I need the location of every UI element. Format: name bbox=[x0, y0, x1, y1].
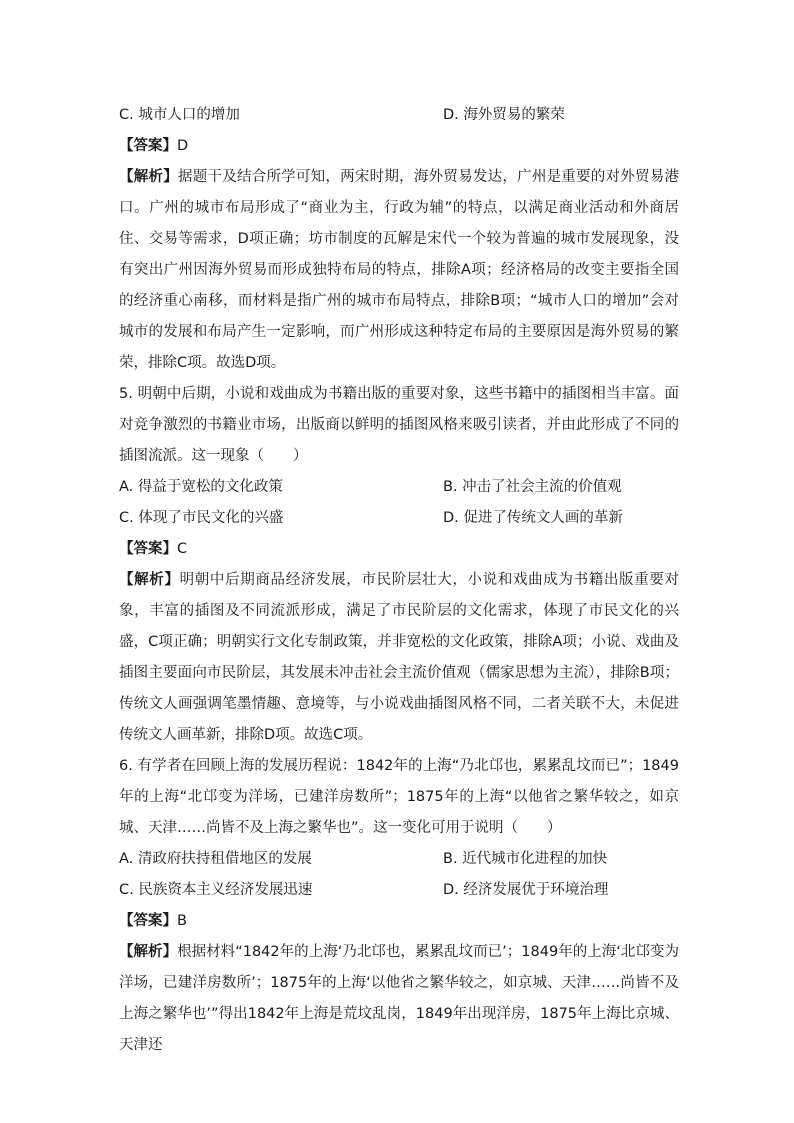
q5-option-b: B. 冲击了社会主流的价值观 bbox=[443, 479, 622, 495]
analysis-tag: 【解析】 bbox=[119, 572, 180, 588]
document-content bbox=[119, 100, 679, 1061]
q5-option-a: A. 得益于宽松的文化政策 bbox=[119, 479, 283, 495]
analysis-text: 明朝中后期商品经济发展，市民阶层壮大，小说和戏曲成为书籍出版重要对象，丰富的插图及不同流派形成，满足了市民阶层的文化需求，体现了市民文化的兴盛，C项正确；明朝实行文化专制政策，并非宽松的文化政策，排除A项；小说、戏曲及插图主要面向市民阶层，其发展未冲击社会主流价值观（儒家思想为主流），排除B项；传统文人画强调笔墨情趣、意境等，与小说戏曲插图风格不同，二者关联不大，未促进传统文人画革新，排除D项。故选C项。 bbox=[119, 572, 680, 743]
answer-tag: 【答案】 bbox=[119, 541, 177, 557]
analysis-text: 据题干及结合所学可知，两宋时期，海外贸易发达，广州是重要的对外贸易港口。广州的城市布局形成了“商业为主，行政为辅”的特点，以满足商业活动和外商居住、交易等需求，D项正确；坊市制度的瓦解是宋代一个较为普遍的城市发展现象，没有突出广州因海外贸易而形成独特布局的特点，排除A项；经济格局的改变主要指全国的经济重心南移，而材料是指广州的城市布局特点，排除B项；“城市人口的增加”会对城市的发展和布局产生一定影响，而广州形成这种特定布局的主要原因是海外贸易的繁荣，排除C项。故选D项。 bbox=[119, 169, 680, 371]
answer-tag: 【答案】 bbox=[119, 913, 177, 929]
q6-option-a: A. 清政府扶持租借地区的发展 bbox=[119, 851, 312, 867]
q5-options-row-cd bbox=[119, 503, 679, 534]
answer-value: B bbox=[177, 913, 187, 929]
q4-option-c: C. 城市人口的增加 bbox=[119, 107, 240, 123]
q6-options-row-ab bbox=[119, 844, 679, 875]
q5-stem: 5. 明朝中后期，小说和戏曲成为书籍出版的重要对象，这些书籍中的插图相当丰富。面对竞争激烈的书籍业市场，出版商以鲜明的插图风格来吸引读者，并由此形成了不同的插图流派。这一现象（ ） bbox=[119, 386, 679, 464]
q6-options-row-cd bbox=[119, 875, 679, 906]
q6-option-b: B. 近代城市化进程的加快 bbox=[443, 851, 608, 867]
q4-answer bbox=[119, 131, 679, 162]
q5-analysis bbox=[119, 565, 679, 751]
q5-options-row-ab bbox=[119, 472, 679, 503]
answer-tag: 【答案】 bbox=[119, 138, 177, 154]
q4-option-d: D. 海外贸易的繁荣 bbox=[443, 107, 565, 123]
analysis-tag: 【解析】 bbox=[119, 169, 178, 185]
q6-analysis bbox=[119, 937, 679, 1061]
q5-answer bbox=[119, 534, 679, 565]
analysis-text: 根据材料“1842年的上海‘乃北邙也，累累乱坟而已’；1849年的上海‘北邙变为洋场，已建洋房数所’；1875年的上海‘以他省之繁华较之，如京城、天津……尚皆不及上海之繁华也’”得出1842年上海是荒坟乱岗，1849年出现洋房，1875年上海比京城、天津还 bbox=[119, 944, 680, 1053]
analysis-tag: 【解析】 bbox=[119, 944, 178, 960]
answer-value: C bbox=[177, 541, 188, 557]
q5-option-d: D. 促进了传统文人画的革新 bbox=[443, 510, 623, 526]
answer-value: D bbox=[177, 138, 189, 154]
q5-option-c: C. 体现了市民文化的兴盛 bbox=[119, 510, 284, 526]
q6-answer bbox=[119, 906, 679, 937]
q4-analysis bbox=[119, 162, 679, 379]
q6-stem: 6. 有学者在回顾上海的发展历程说：1842年的上海“乃北邙也，累累乱坟而已”；1849年的上海“北邙变为洋场，已建洋房数所”；1875年的上海“以他省之繁华较之，如京城、天津……尚皆不及上海之繁华也”。这一变化可用于说明（ ） bbox=[119, 758, 679, 836]
q6-option-c: C. 民族资本主义经济发展迅速 bbox=[119, 882, 313, 898]
q6-option-d: D. 经济发展优于环境治理 bbox=[443, 882, 609, 898]
q4-options-row-cd bbox=[119, 100, 679, 131]
